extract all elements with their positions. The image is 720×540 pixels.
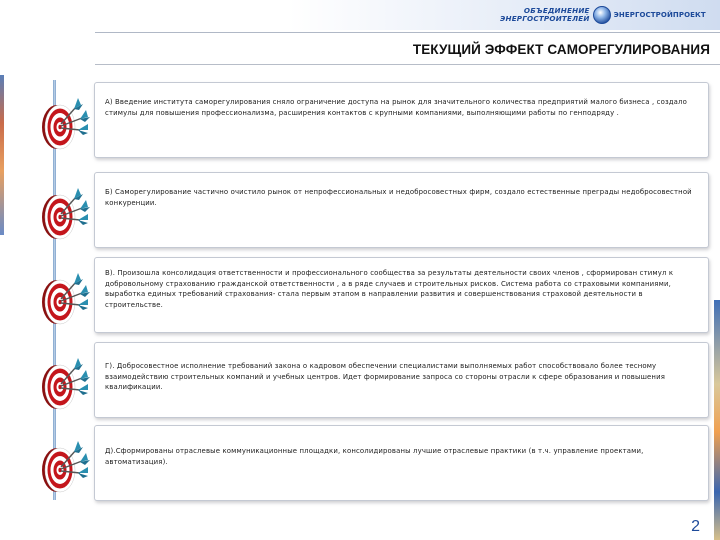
list-item xyxy=(22,340,712,422)
item-text: Б) Саморегулирование частично очистило рынок от непрофессиональных и недобросовестных фирм, создало естественные преграды недобросовестной конкуренции. xyxy=(105,188,692,207)
item-box xyxy=(94,82,709,158)
list-item xyxy=(22,423,712,505)
right-decor-strip xyxy=(714,300,720,540)
company-logo xyxy=(500,3,718,27)
target-with-darts-icon xyxy=(22,84,104,158)
logo-text-left xyxy=(500,7,590,24)
logo-line-2: ЭНЕРГОСТРОИТЕЛЕЙ xyxy=(500,14,590,23)
item-text: Г). Добросовестное исполнение требований закона о кадровом обеспечении специалистами выполняемых работ способствовало более тесному взаимодействию строительных компаний и учебных центров. Идет формирование запроса со стороны отрасли к сфере образования и повышения квалификации. xyxy=(105,362,666,391)
page-number: 2 xyxy=(691,518,700,535)
target-with-darts-icon xyxy=(22,259,104,333)
item-text: А) Введение института саморегулирования сняло ограничение доступа на рынок для значительного количества предприятий малого бизнеса , создало стимулы для повышения профессионализма, расширения контактов с крупными компаниями, выполняющими работы по генподряду . xyxy=(105,98,687,117)
list-item xyxy=(22,255,712,337)
target-with-darts-icon xyxy=(22,174,104,248)
left-decor-strip xyxy=(0,75,4,235)
item-box xyxy=(94,342,709,418)
list-item xyxy=(22,170,712,252)
globe-icon xyxy=(593,6,611,24)
list-item xyxy=(22,80,712,162)
item-text: В). Произошла консолидация ответственности и профессионального сообщества за результаты деятельности своих членов , сформирован стимул к добровольному страхованию гражданской ответственности , а в ряде случаев и строительных рисков. Система работа со страховыми компаниями, выработка единых требований страхования- стала первым этапом в направлении развития и совершенствования страховой деятельности в строительстве. xyxy=(105,269,674,309)
logo-text-right: ЭНЕРГОСТРОЙПРОЕКТ xyxy=(613,11,706,19)
header-divider xyxy=(95,32,720,33)
item-box xyxy=(94,172,709,248)
logo-line-1: ОБЪЕДИНЕНИЕ xyxy=(523,5,590,15)
target-with-darts-icon xyxy=(22,344,104,418)
item-box xyxy=(94,425,709,501)
page-title: ТЕКУЩИЙ ЭФФЕКТ САМОРЕГУЛИРОВАНИЯ xyxy=(412,42,710,57)
item-text: Д).Сформированы отраслевые коммуникационные площадки, консолидированы лучшие отраслевые практики (в т.ч. управление проектами, автоматизация). xyxy=(105,447,644,466)
target-with-darts-icon xyxy=(22,427,104,501)
item-box xyxy=(94,257,709,333)
title-divider xyxy=(95,64,720,65)
